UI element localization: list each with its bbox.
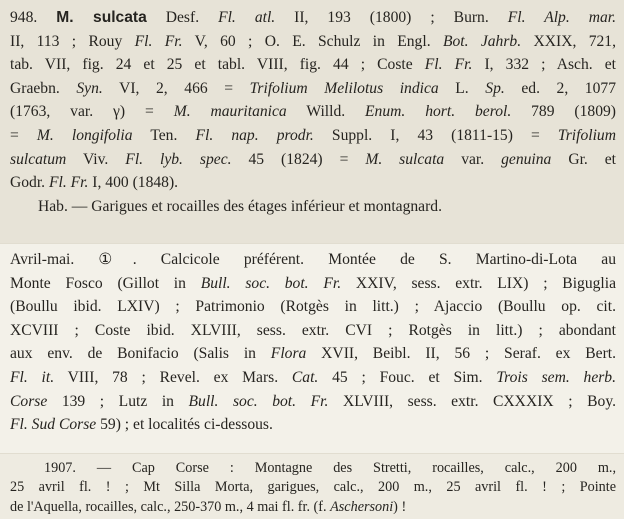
text-run: tab. VII, fig. 24 et 25 et tabl. VIII, fig. 44 ; Coste: [10, 56, 425, 74]
text-run: Graebn.: [10, 79, 77, 97]
italic-run: Sp.: [485, 79, 505, 97]
habitat-heading-line: [10, 195, 616, 219]
text-run: 1907. — Cap Corse : Montagne des Stretti, rocailles, calc., 200 m.,: [44, 460, 616, 476]
text-run: Willd.: [286, 103, 366, 121]
italic-run: Fl. Fr.: [424, 56, 473, 74]
text-run: Gr. et: [551, 150, 616, 168]
distribution-line: [10, 295, 616, 319]
text-run: I, 332 ; Asch. et: [472, 56, 616, 74]
text-run: Monte Fosco (Gillot in: [10, 274, 201, 292]
text-run: L.: [438, 79, 486, 97]
italic-run: Bot. Jahrb.: [442, 32, 522, 50]
italic-run: sulcatum: [10, 150, 67, 168]
text-run: 45 ; Fouc. et Sim.: [318, 368, 497, 386]
italic-run: Trois sem. herb.: [496, 368, 616, 386]
record-line: [10, 478, 616, 497]
italic-run: Corse: [10, 392, 48, 410]
text-run: XCVIII ; Coste ibid. XLVIII, sess. extr. CVI ; Rotgès in litt.) ; abondant: [10, 321, 616, 339]
text-run: 789 (1809): [511, 103, 616, 121]
italic-run: M. longifolia: [36, 126, 133, 144]
text-run: I, 400 (1848).: [88, 174, 179, 192]
text-run: var.: [444, 150, 502, 168]
text-run: XVII, Beibl. II, 56 ; Seraf. ex Bert.: [306, 345, 616, 363]
italic-run: Flora: [270, 345, 307, 363]
entry-line: [10, 124, 616, 148]
distribution-line: [10, 390, 616, 414]
distribution-line: [10, 272, 616, 296]
italic-run: Fl. nap. prodr.: [195, 126, 314, 144]
text-run: II, 193 (1800) ; Burn.: [275, 9, 508, 26]
entry-line: [10, 77, 616, 101]
text-run: (1763, var. γ) =: [10, 103, 174, 121]
italic-run: Trifolium: [557, 126, 616, 144]
text-run: aux env. de Bonifacio (Salis in: [10, 345, 271, 363]
italic-run: Fl. atl.: [218, 9, 276, 26]
italic-run: Fl. Fr.: [48, 174, 89, 192]
italic-run: Fl. Fr.: [134, 32, 183, 50]
record-line: [10, 459, 616, 478]
distribution-line: [10, 366, 616, 390]
entry-line: [10, 6, 616, 30]
distribution-line: [10, 319, 616, 343]
italic-run: Fl. lyb. spec.: [125, 150, 232, 168]
italic-run: Bull. soc. bot. Fr.: [188, 392, 329, 410]
text-run: Hab. — Garigues et rocailles des étages inférieur et montagnard.: [38, 197, 442, 215]
text-run: VI, 2, 466 =: [102, 79, 250, 97]
distribution-line: [10, 248, 616, 272]
italic-run: Fl. it.: [10, 368, 55, 386]
text-run: VIII, 78 ; Revel. ex Mars.: [54, 368, 292, 386]
italic-run: Bull. soc. bot. Fr.: [200, 274, 342, 292]
italic-run: Enum. hort. berol.: [365, 103, 512, 121]
italic-run: Aschersoni: [330, 498, 394, 515]
distribution-block: [0, 243, 624, 453]
text-run: =: [10, 126, 37, 144]
italic-run: genuina: [501, 150, 552, 168]
italic-run: Trifolium Melilotus indica: [249, 79, 439, 97]
text-run: Desf.: [146, 9, 219, 26]
entry-line: [10, 100, 616, 124]
text-run: XLVIII, sess. extr. CXXXIX ; Boy.: [328, 392, 616, 410]
text-run: Viv.: [66, 150, 126, 168]
text-run: II, 113 ; Rouy: [10, 32, 135, 50]
italic-run: Fl. Alp. mar.: [507, 9, 616, 26]
text-run: (Boullu ibid. LXIV) ; Patrimonio (Rotgès in litt.) ; Ajaccio (Boullu op. cit.: [10, 298, 616, 316]
italic-run: Fl. Sud Corse: [10, 416, 97, 434]
text-run: 25 avril fl. ! ; Mt Silla Morta, garigues, calc., 200 m., 25 avril fl. ! ; Pointe: [10, 479, 616, 496]
record-line: [10, 498, 616, 517]
distribution-line: [10, 413, 616, 437]
entry-line: [10, 171, 616, 195]
text-run: Avril-mai. ①. Calcicole préférent. Montée de S. Martino-di-Lota au: [10, 251, 616, 268]
text-run: 948.: [10, 9, 57, 26]
text-run: V, 60 ; O. E. Schulz in Engl.: [182, 32, 443, 50]
species-name: M. sulcata: [56, 9, 147, 26]
entry-line: [10, 30, 616, 54]
text-run: 59) ; et localités ci-dessous.: [96, 416, 273, 434]
text-run: Ten.: [132, 126, 196, 144]
text-run: Suppl. I, 43 (1811-15) =: [313, 126, 558, 144]
text-run: Godr.: [10, 174, 49, 192]
entry-line: [10, 148, 616, 172]
italic-run: M. sulcata: [365, 150, 445, 168]
text-run: XXIX, 721,: [521, 32, 616, 50]
text-run: XXIV, sess. extr. LIX) ; Biguglia: [341, 274, 616, 292]
text-run: ) !: [393, 498, 407, 515]
text-run: ed. 2, 1077: [504, 79, 616, 97]
entry-line: [10, 53, 616, 77]
italic-run: Cat.: [291, 368, 319, 386]
species-entry-block: [0, 0, 624, 243]
collection-record-block: [0, 453, 624, 519]
italic-run: M. mauritanica: [173, 103, 287, 121]
text-run: 139 ; Lutz in: [47, 392, 189, 410]
text-run: de l'Aquella, rocailles, calc., 250-370 m., 4 mai fl. fr. (f.: [10, 498, 331, 515]
distribution-line: [10, 342, 616, 366]
text-run: 45 (1824) =: [231, 150, 366, 168]
italic-run: Syn.: [76, 79, 103, 97]
